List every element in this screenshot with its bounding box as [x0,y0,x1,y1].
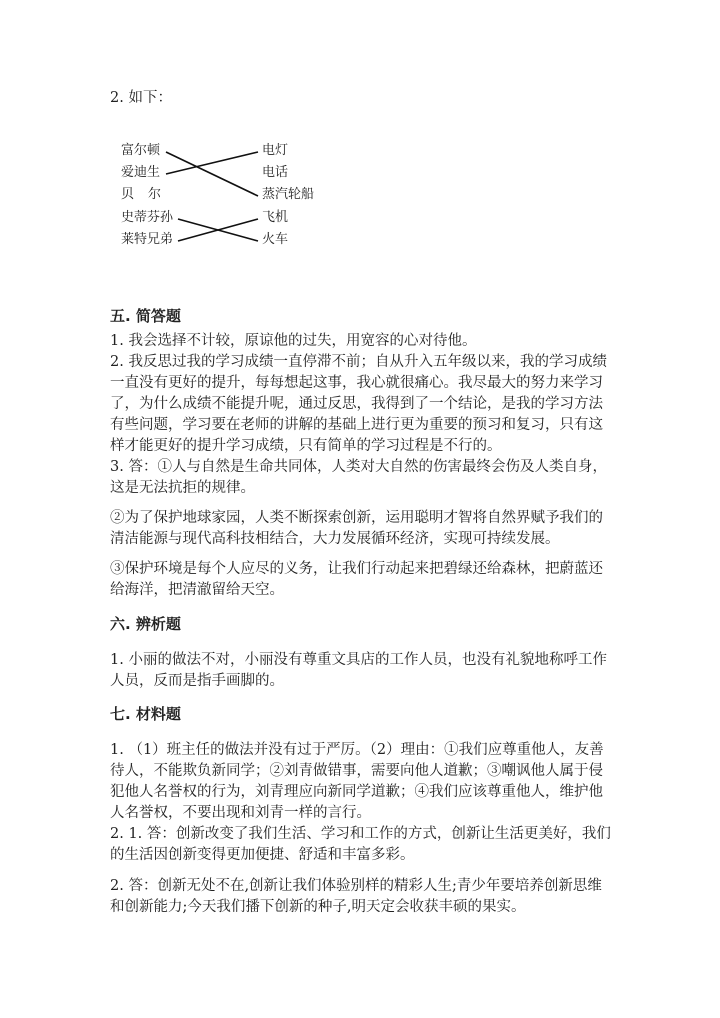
right-item-4: 飞机 [262,210,289,225]
intro-text: 2. 如下： [110,90,172,106]
section-5-para-2-line: ②为了保护地球家园，人类不断探索创新，运用聪明才智将自然界赋予我们的 [110,510,603,526]
right-item-1: 电灯 [262,143,289,158]
section-5-line: 有些问题，学习要在老师的讲解的基础上进行更为重要的预习和复习，只有这 [110,417,603,433]
section-5-line: 一直没有更好的提升，每每想起这事，我心就很痛心。我尽最大的努力来学习 [110,375,603,391]
left-item-4: 史蒂芬孙 [121,210,174,225]
section-7-line: 待人，不能欺负新同学；②刘青做错事，需要向他人道歉；③嘲讽他人属于侵 [110,763,603,779]
section-7-line: 人名誉权，不要出现和刘青一样的言行。 [110,805,371,821]
left-item-5: 莱特兄弟 [121,232,174,247]
section-7-title: 七. 材料题 [110,705,181,723]
section-5-para-3-line: 给海洋，把清澈留给天空。 [110,582,284,598]
section-5-line: 了，为什么成绩不能提升呢，通过反思，我得到了一个结论，是我的学习方法 [110,396,603,412]
match-line-1 [166,152,258,196]
section-5-line: 2. 我反思过我的学习成绩一直停滞不前；自从升入五年级以来，我的学习成绩 [110,354,607,370]
left-item-1: 富尔顿 [121,143,161,158]
section-5-para-3-line: ③保护环境是每个人应尽的义务，让我们行动起来把碧绿还给森林，把蔚蓝还 [110,561,603,577]
section-7-para-2-line: 和创新能力;今天我们播下创新的种子,明天定会收获丰硕的果实。 [110,899,526,915]
section-6-line: 人员，反而是指手画脚的。 [110,673,284,689]
section-5-line: 1. 我会选择不计较，原谅他的过失，用宽容的心对待他。 [110,333,477,349]
section-5-para-2-line: 清洁能源与现代高科技相结合，大力发展循环经济，实现可持续发展。 [110,531,560,547]
section-6-line: 1. 小丽的做法不对，小丽没有尊重文具店的工作人员，也没有礼貌地称呼工作 [110,652,607,668]
section-5-line: 样才能更好的提升学习成绩，只有简单的学习过程是不行的。 [110,438,502,454]
section-7-line: 2. 1. 答：创新改变了我们生活、学习和工作的方式，创新让生活更美好，我们 [110,826,611,842]
right-item-2: 电话 [262,165,289,180]
section-7-para-2-line: 2. 答：创新无处不在,创新让我们体验别样的精彩人生;青少年要培养创新思维 [110,878,602,894]
right-item-5: 火车 [262,232,289,247]
section-7-line: 犯他人名誉权的行为，刘青理应向新同学道歉；④我们应该尊重他人，维护他 [110,784,603,800]
match-line-3 [176,174,258,196]
section-5-title: 五. 简答题 [110,307,181,325]
left-item-3: 贝尔 [121,187,176,202]
section-6-title: 六. 辨析题 [110,615,181,633]
matching-lines [0,0,720,300]
section-7-line: 1. （1）班主任的做法并没有过于严厉。（2）理由：①我们应尊重他人，友善 [110,742,604,758]
match-line-2 [166,152,258,174]
left-item-2: 爱迪生 [121,165,161,180]
right-item-3: 蒸汽轮船 [262,187,315,202]
section-5-line: 这是无法抗拒的规律。 [110,480,255,496]
section-7-line: 的生活因创新变得更加便捷、舒适和丰富多彩。 [110,847,415,863]
section-5-line: 3. 答：①人与自然是生命共同体，人类对大自然的伤害最终会伤及人类自身， [110,459,607,475]
